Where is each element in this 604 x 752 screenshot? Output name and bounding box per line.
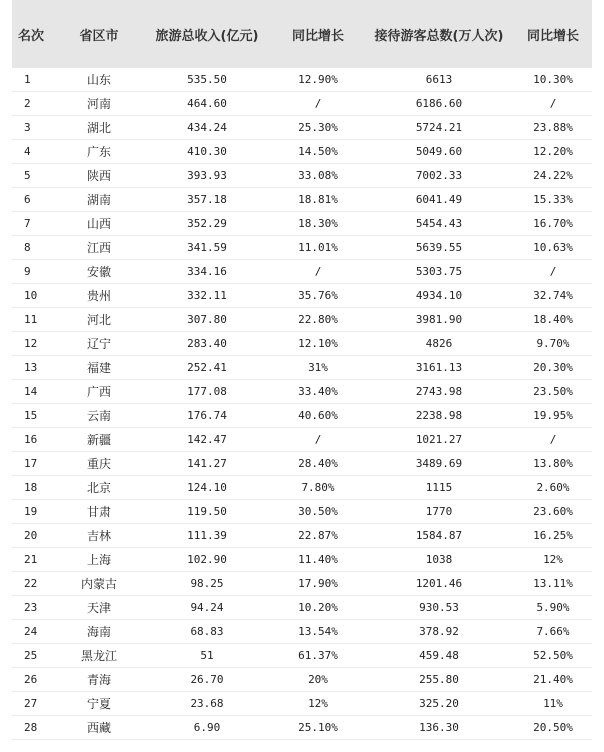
visitors-cell: 4934.10 [415,289,463,302]
province-cell: 山东 [86,73,111,87]
revenue-cell: 341.59 [187,241,227,254]
visitors-growth-cell: / [549,433,557,446]
table-row [12,452,592,476]
province-cell: 内蒙古 [80,577,117,591]
rank-cell: 17 [24,457,38,470]
visitors-cell: 4826 [425,337,453,350]
header-visitors: 接待游客总数(万人次) [374,28,504,44]
rank-cell: 2 [24,97,31,110]
province-cell: 湖北 [86,121,111,135]
table-row [12,188,592,212]
table-row [12,644,592,668]
visitors-cell: 930.53 [419,601,459,614]
rank-cell: 16 [24,433,38,446]
table-row [12,284,592,308]
table-row [12,332,592,356]
rank-cell: 11 [24,313,38,326]
revenue-cell: 535.50 [187,73,227,86]
rank-cell: 5 [24,169,31,182]
header-revenue: 旅游总收入(亿元) [155,28,259,44]
visitors-cell: 3161.13 [415,361,463,374]
rank-cell: 13 [24,361,38,374]
rank-cell: 21 [24,553,38,566]
visitors-cell: 1021.27 [415,433,463,446]
table-row [12,548,592,572]
rank-cell: 22 [24,577,38,590]
visitors-growth-cell: 52.50% [533,649,573,662]
revenue-cell: 176.74 [187,409,227,422]
province-cell: 安徽 [86,265,111,279]
visitors-cell: 136.30 [419,721,459,734]
revenue-cell: 142.47 [187,433,227,446]
table-row [12,716,592,740]
visitors-growth-cell: 12% [543,553,563,566]
revenue-cell: 307.80 [187,313,227,326]
visitors-growth-cell: 16.25% [533,529,573,542]
visitors-cell: 1201.46 [415,577,463,590]
visitors-growth-cell: 24.22% [533,169,573,182]
visitors-growth-cell: 12.20% [533,145,573,158]
revenue-growth-cell: 13.54% [298,625,338,638]
revenue-cell: 357.18 [187,193,227,206]
revenue-cell: 94.24 [190,601,224,614]
rank-cell: 4 [24,145,31,158]
rank-cell: 1 [24,73,31,86]
revenue-growth-cell: 25.10% [298,721,338,734]
province-cell: 湖南 [86,193,111,207]
visitors-cell: 2743.98 [415,385,463,398]
visitors-cell: 378.92 [419,625,459,638]
province-cell: 江西 [86,241,111,255]
table-body [12,68,592,740]
province-cell: 河北 [86,313,111,327]
revenue-cell: 51 [200,649,214,662]
visitors-growth-cell: / [549,265,557,278]
rank-cell: 7 [24,217,31,230]
table-row [12,500,592,524]
province-cell: 新疆 [86,433,111,447]
table-row [12,596,592,620]
visitors-growth-cell: 23.50% [533,385,573,398]
visitors-cell: 2238.98 [415,409,463,422]
revenue-cell: 98.25 [190,577,224,590]
province-cell: 河南 [86,97,111,111]
table-row [12,692,592,716]
province-cell: 西藏 [86,721,111,735]
visitors-cell: 5454.43 [415,217,463,230]
table-row [12,236,592,260]
visitors-growth-cell: 18.40% [533,313,573,326]
revenue-growth-cell: 30.50% [298,505,338,518]
visitors-growth-cell: 20.30% [533,361,573,374]
revenue-cell: 393.93 [187,169,227,182]
rank-cell: 18 [24,481,38,494]
table-row [12,404,592,428]
visitors-growth-cell: 32.74% [533,289,573,302]
province-cell: 宁夏 [86,697,111,711]
revenue-growth-cell: 7.80% [301,481,335,494]
tourism-ranking-table [12,0,592,740]
rank-cell: 20 [24,529,38,542]
visitors-growth-cell: / [549,97,557,110]
visitors-growth-cell: 15.33% [533,193,573,206]
table-row [12,428,592,452]
visitors-cell: 6613 [425,73,453,86]
visitors-growth-cell: 23.88% [533,121,573,134]
revenue-growth-cell: 22.87% [298,529,338,542]
rank-cell: 12 [24,337,38,350]
revenue-cell: 283.40 [187,337,227,350]
visitors-cell: 1584.87 [415,529,463,542]
visitors-growth-cell: 13.11% [533,577,573,590]
table-row [12,68,592,92]
revenue-cell: 68.83 [190,625,224,638]
visitors-cell: 5049.60 [415,145,463,158]
rank-cell: 8 [24,241,31,254]
revenue-growth-cell: 18.30% [298,217,338,230]
province-cell: 黑龙江 [80,649,117,663]
revenue-cell: 252.41 [187,361,227,374]
rank-cell: 14 [24,385,38,398]
revenue-cell: 23.68 [190,697,224,710]
visitors-cell: 3981.90 [415,313,463,326]
visitors-cell: 6186.60 [415,97,463,110]
revenue-cell: 102.90 [187,553,227,566]
visitors-cell: 1115 [425,481,453,494]
revenue-growth-cell: 40.60% [298,409,338,422]
revenue-cell: 177.08 [187,385,227,398]
visitors-growth-cell: 9.70% [536,337,570,350]
visitors-cell: 255.80 [419,673,459,686]
table-row [12,524,592,548]
revenue-growth-cell: 11.01% [298,241,338,254]
province-cell: 吉林 [86,529,111,543]
province-cell: 甘肃 [86,505,111,519]
revenue-cell: 111.39 [187,529,227,542]
visitors-cell: 6041.49 [415,193,463,206]
table-row [12,476,592,500]
visitors-growth-cell: 21.40% [533,673,573,686]
visitors-cell: 5639.55 [415,241,463,254]
table-row [12,260,592,284]
revenue-growth-cell: / [314,97,322,110]
rank-cell: 27 [24,697,38,710]
table-row [12,380,592,404]
visitors-cell: 7002.33 [415,169,463,182]
province-cell: 陕西 [86,169,111,183]
header-province: 省区市 [79,28,119,44]
rank-cell: 15 [24,409,38,422]
revenue-growth-cell: 12% [308,697,328,710]
visitors-cell: 1770 [425,505,453,518]
rank-cell: 9 [24,265,31,278]
table-row [12,668,592,692]
rank-cell: 25 [24,649,38,662]
rank-cell: 28 [24,721,38,734]
revenue-growth-cell: / [314,265,322,278]
revenue-growth-cell: 12.90% [298,73,338,86]
revenue-growth-cell: 20% [308,673,328,686]
province-cell: 广西 [86,385,111,399]
revenue-cell: 352.29 [187,217,227,230]
visitors-growth-cell: 23.60% [533,505,573,518]
province-cell: 海南 [86,625,111,639]
province-cell: 福建 [86,361,111,375]
rank-cell: 23 [24,601,38,614]
rank-cell: 24 [24,625,38,638]
table-row [12,572,592,596]
rank-cell: 6 [24,193,31,206]
revenue-growth-cell: 22.80% [298,313,338,326]
visitors-growth-cell: 19.95% [533,409,573,422]
province-cell: 山西 [86,217,111,231]
revenue-cell: 332.11 [187,289,227,302]
revenue-cell: 124.10 [187,481,227,494]
revenue-cell: 26.70 [190,673,224,686]
visitors-cell: 5724.21 [415,121,463,134]
province-cell: 广东 [86,145,111,159]
visitors-growth-cell: 16.70% [533,217,573,230]
revenue-cell: 334.16 [187,265,227,278]
revenue-cell: 434.24 [187,121,227,134]
visitors-growth-cell: 11% [543,697,563,710]
visitors-growth-cell: 7.66% [536,625,570,638]
revenue-growth-cell: 31% [308,361,328,374]
revenue-growth-cell: 33.08% [298,169,338,182]
revenue-growth-cell: 28.40% [298,457,338,470]
visitors-growth-cell: 10.63% [533,241,573,254]
visitors-growth-cell: 10.30% [533,73,573,86]
province-cell: 上海 [86,553,111,567]
visitors-cell: 5303.75 [415,265,463,278]
province-cell: 北京 [86,481,111,495]
province-cell: 天津 [86,601,111,615]
visitors-growth-cell: 20.50% [533,721,573,734]
province-cell: 云南 [86,409,111,423]
rank-cell: 3 [24,121,31,134]
revenue-cell: 119.50 [187,505,227,518]
table-row [12,116,592,140]
visitors-cell: 325.20 [419,697,459,710]
revenue-cell: 410.30 [187,145,227,158]
revenue-growth-cell: / [314,433,322,446]
revenue-growth-cell: 11.40% [298,553,338,566]
revenue-growth-cell: 61.37% [298,649,338,662]
revenue-growth-cell: 14.50% [298,145,338,158]
revenue-cell: 6.90 [193,721,221,734]
revenue-growth-cell: 18.81% [298,193,338,206]
table-row [12,212,592,236]
table-row [12,620,592,644]
table-row [12,92,592,116]
rank-cell: 19 [24,505,38,518]
revenue-growth-cell: 17.90% [298,577,338,590]
header-revenue-growth: 同比增长 [291,28,344,44]
province-cell: 重庆 [86,457,111,471]
rank-cell: 10 [24,289,38,302]
province-cell: 青海 [86,673,111,687]
visitors-growth-cell: 13.80% [533,457,573,470]
province-cell: 辽宁 [86,337,111,351]
visitors-cell: 459.48 [419,649,459,662]
revenue-growth-cell: 10.20% [298,601,338,614]
table-header [12,0,592,68]
revenue-cell: 464.60 [187,97,227,110]
visitors-cell: 3489.69 [415,457,463,470]
table-row [12,356,592,380]
rank-cell: 26 [24,673,38,686]
revenue-growth-cell: 25.30% [298,121,338,134]
revenue-cell: 141.27 [187,457,227,470]
revenue-growth-cell: 12.10% [298,337,338,350]
table-row [12,140,592,164]
province-cell: 贵州 [86,289,111,303]
revenue-growth-cell: 35.76% [298,289,338,302]
visitors-growth-cell: 5.90% [536,601,570,614]
header-visitors-growth: 同比增长 [526,28,579,44]
visitors-growth-cell: 2.60% [536,481,570,494]
header-rank: 名次 [18,28,45,44]
table-row [12,164,592,188]
visitors-cell: 1038 [425,553,453,566]
table-row [12,308,592,332]
revenue-growth-cell: 33.40% [298,385,338,398]
